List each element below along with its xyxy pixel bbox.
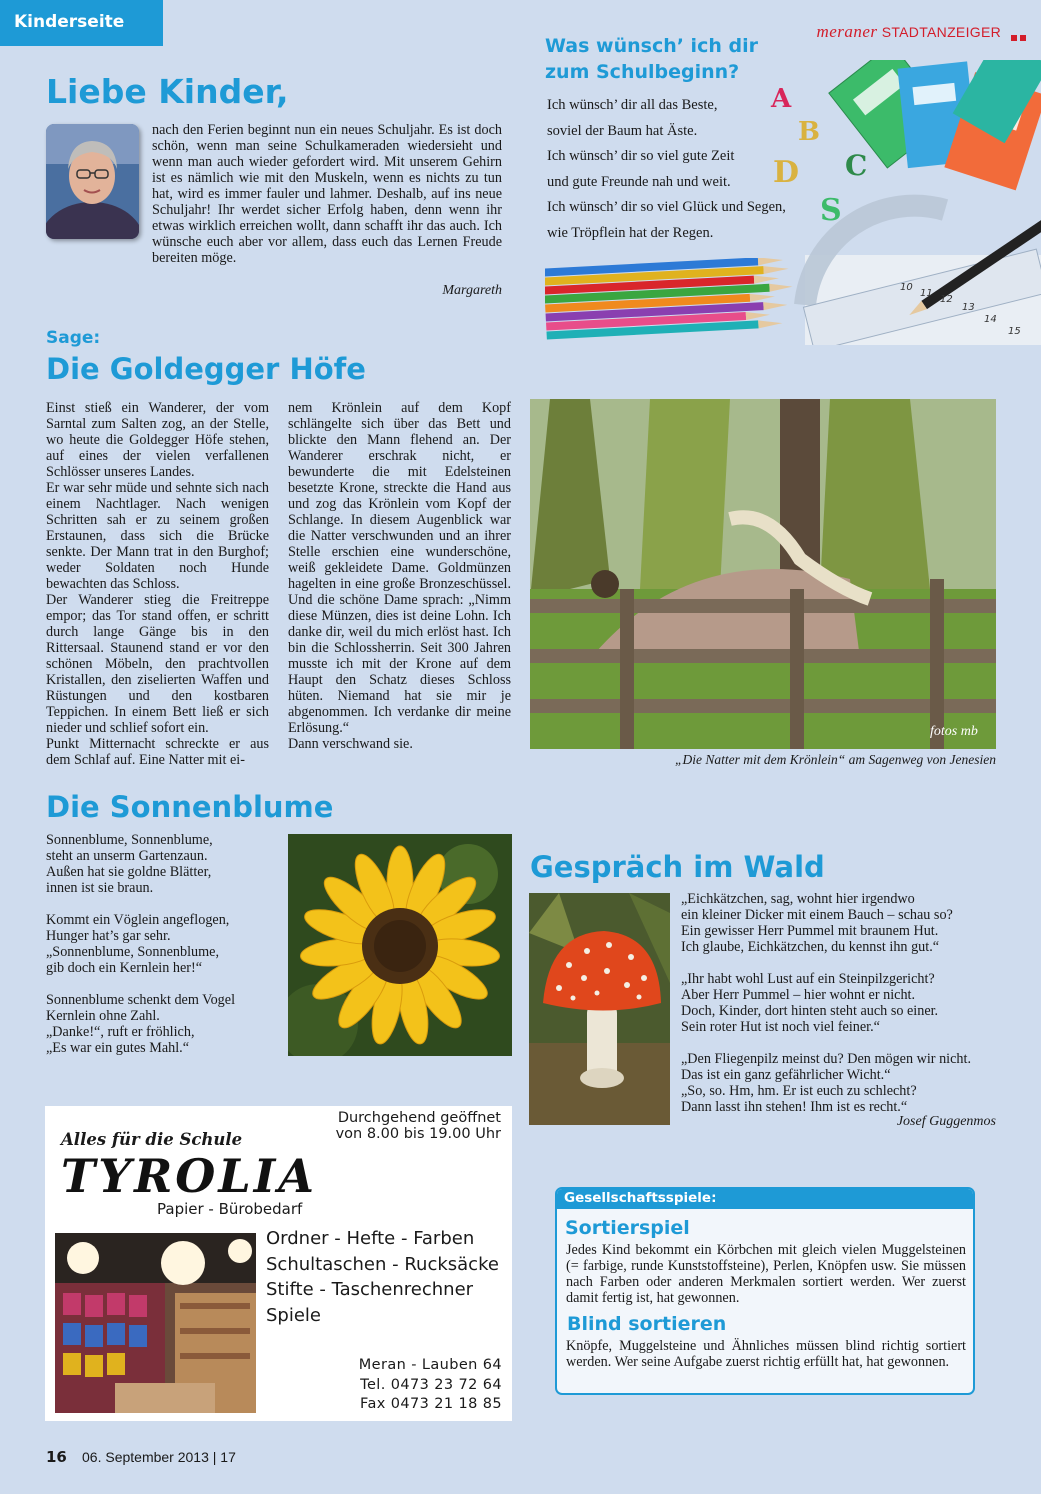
- poem-line: „Es war ein gutes Mahl.“: [46, 1040, 190, 1056]
- ad-product-line: Schultaschen - Rucksäcke: [266, 1253, 499, 1275]
- poem-line: „Den Fliegenpilz meinst du? Den mögen wir nicht.: [681, 1051, 971, 1067]
- art-letter-s: S: [820, 193, 842, 228]
- ad-product-line: Spiele: [266, 1304, 322, 1326]
- poem-line: Ein gewisser Herr Pummel mit braunem Hut.: [681, 923, 939, 939]
- poem-line: ein kleiner Dicker mit einem Bauch – schau so?: [681, 907, 953, 923]
- wish-line: und gute Freunde nah und weit.: [547, 173, 731, 190]
- wish-title-line2: zum Schulbeginn?: [545, 61, 740, 83]
- photo-caption: „Die Natter mit dem Krönlein“ am Sagenweg von Jenesien: [675, 752, 996, 767]
- sage-paragraph: Punkt Mitternacht schreckte er aus dem Schlaf auf. Eine Natter mit ei-: [46, 736, 269, 768]
- sage-label: Sage:: [46, 328, 101, 348]
- wish-line: Ich wünsch’ dir all das Beste,: [547, 97, 718, 113]
- ruler-number: 10: [900, 282, 913, 293]
- tyrolia-logo-text: TYROLIA: [61, 1150, 317, 1202]
- ruler-number: 13: [962, 302, 975, 313]
- art-letter-c: C: [845, 149, 868, 182]
- poem-line: Ich glaube, Eichkätzchen, du kennst ihn gut.“: [681, 939, 940, 955]
- sage-paragraph: nem Krönlein auf dem Kopf schlängelte sich über das Bett und blickte den Mann flehend an. Der Wanderer erschrak nicht, er bewunderte die mit Edelsteinen besetzte Krone, streckte die Hand aus und zog das Krönlein vom Kopf der Schlange. In diesem Augenblick war die Natter verschwunden und an ihrer Stelle erschien eine wunderschöne, weiß gekleidete Dame. Goldmünzen hagelten in eine große Bronzeschüssel. Und die schöne Dame sprach: „Nimm diese Münzen, dies ist deine Lohn. Ich danke dir, weil du mich erlöst hast. Ich bin die Schlossherrin. Seit 300 Jahren musste ich mit der Krone auf dem Haupt den Schatz dieses Schloss hüten. Niemand hat sie mir je abgenommen. Ich verdanke dir meine Erlösung.“: [288, 400, 511, 736]
- sage-title: Die Goldegger Höfe: [46, 352, 366, 386]
- ad-fax: Fax 0473 21 18 85: [360, 1396, 502, 1412]
- game-text-blind-sortieren: Knöpfe, Muggelsteine und Ähnliches müssen blind richtig sortiert werden. Wer seine Aufgabe zuerst richtig erfüllt hat, hat gewonnen.: [566, 1338, 966, 1370]
- colored-pencils-image: [545, 258, 795, 342]
- sage-column-2: [288, 400, 511, 752]
- art-letter-b: B: [798, 117, 820, 147]
- ad-subtitle: Papier - Bürobedarf: [157, 1200, 303, 1218]
- ad-address: Meran - Lauben 64: [358, 1357, 502, 1373]
- masthead-meraner: meraner: [816, 22, 878, 41]
- ruler-number: 15: [1008, 326, 1021, 337]
- poem-line: gib doch ein Kernlein her!“: [46, 960, 203, 976]
- sage-paragraph: Dann verschwand sie.: [288, 736, 413, 752]
- poem-line: steht an unserm Gartenzaun.: [46, 848, 208, 864]
- wald-signature: Josef Guggenmos: [896, 1114, 996, 1129]
- fly-agaric-photo: [529, 893, 670, 1125]
- game-title-blind-sortieren: Blind sortieren: [567, 1313, 727, 1335]
- sage-paragraph: Einst stieß ein Wanderer, der vom Sarntal zum Salten zog, an der Stelle, wo heute die Goldegger Höfe stehen, auf eines der vielen verfallenen Schlösser unseres Landes.: [46, 400, 269, 480]
- wish-line: soviel der Baum hat Äste.: [547, 122, 698, 139]
- wald-poem: [681, 891, 1001, 1115]
- game-title-sortierspiel: Sortierspiel: [565, 1217, 690, 1239]
- masthead-stadtanzeiger: STADTANZEIGER: [881, 24, 1001, 40]
- games-box-header: Gesellschaftsspiele:: [557, 1189, 973, 1209]
- ruler-number: 12: [940, 294, 953, 305]
- ad-hours-line: Durchgehend geöffnet: [337, 1110, 501, 1126]
- sage-column-1: [46, 400, 269, 768]
- ruler-number: 14: [984, 314, 997, 325]
- ad-slogan: Alles für die Schule: [61, 1130, 243, 1149]
- poem-line: Aber Herr Pummel – hier wohnt er nicht.: [681, 987, 916, 1003]
- poem-line: Sonnenblume, Sonnenblume,: [46, 832, 213, 848]
- poem-line: Dann lasst ihn stehen! Ihm ist es recht.“: [681, 1099, 908, 1115]
- author-portrait: [46, 124, 139, 239]
- poem-line: „Eichkätzchen, sag, wohnt hier irgendwo: [681, 891, 915, 907]
- ad-product-line: Ordner - Hefte - Farben: [266, 1228, 475, 1249]
- wish-line: Ich wünsch’ dir so viel Glück und Segen,: [547, 199, 786, 216]
- ruler-number: 11: [920, 288, 933, 299]
- sunflower-title: Die Sonnenblume: [46, 790, 334, 824]
- masthead: [816, 22, 1001, 42]
- section-tab: Kinderseite: [0, 0, 163, 46]
- poem-line: innen ist sie braun.: [46, 880, 154, 896]
- wish-title: [545, 33, 758, 85]
- poem-line: Sonnenblume schenkt dem Vogel: [46, 992, 236, 1008]
- sunflower-photo: [288, 834, 512, 1056]
- school-supplies-image: [765, 60, 1041, 345]
- issue-date: 06. September 2013 | 17: [82, 1449, 236, 1465]
- greeting-text: nach den Ferien beginnt nun ein neues Schuljahr. Es ist doch schön, wenn man seine Schulkameraden wiedersieht und wenn man auch wieder gefordert wird. Mit unserem Gehirn ist es nämlich wie mit den Muskeln, wenn es nichts zu tun hat, wird es immer fauler und lahmer. Deshalb, auf ins neue Schuljahr! Ihr werdet sicher Erfolg haben, denn wenn ihr etwas wirklich erreichen wollt, dann schafft ihr das auch. Ich wünsche euch aber vor allem, dass euch das Lernen Freude bereiten möge.: [152, 122, 502, 266]
- ad-hours-line: von 8.00 bis 19.00 Uhr: [335, 1126, 501, 1142]
- poem-line: Außen hat sie goldne Blätter,: [46, 864, 212, 880]
- art-letter-a: A: [771, 84, 792, 114]
- games-box: [555, 1187, 975, 1395]
- greeting-title: Liebe Kinder,: [46, 72, 289, 111]
- ad-product-list: [266, 1226, 499, 1328]
- wish-line: wie Tröpflein hat der Regen.: [547, 224, 714, 241]
- sage-paragraph: Der Wanderer stieg die Freitreppe empor; das Tor stand offen, er schritt durch lange Gänge bis in den Rittersaal. Staunend stand er vor den schönen Möbeln, den prachtvollen Kristallen, den ziselierten Waffen und Rüstungen und den kostbaren Teppichen. In einem Bett ließ er sich nieder und schlief sofort ein.: [46, 592, 269, 736]
- photo-credit: fotos mb: [930, 724, 978, 739]
- art-letter-d: D: [773, 155, 800, 190]
- poem-line: Das ist ein ganz gefährlicher Wicht.“: [681, 1067, 891, 1083]
- poem-line: „So, so. Hm, hm. Er ist euch zu schlecht?: [681, 1083, 917, 1099]
- greeting-signature: Margareth: [442, 283, 502, 298]
- ad-phone: Tel. 0473 23 72 64: [360, 1376, 502, 1393]
- sage-paragraph: Er war sehr müde und sehnte sich nach einem Nachtlager. Nach wenigen Schritten sah er zu seinem großen Erstaunen, dass sich die Brücke senkte. Der Mann trat in den Burghof; weder Soldaten noch Hunde bewachten das Schloss.: [46, 480, 269, 592]
- poem-line: Sein roter Hut ist noch viel feiner.“: [681, 1019, 880, 1035]
- tyrolia-logo: [59, 1150, 365, 1202]
- poem-line: „Danke!“, ruft er fröhlich,: [46, 1024, 195, 1040]
- masthead-dots: [1011, 28, 1031, 36]
- poem-line: Kommt ein Vöglein angeflogen,: [46, 912, 230, 928]
- store-interior-photo: [55, 1233, 256, 1413]
- wald-title: Gespräch im Wald: [530, 850, 825, 884]
- ad-contact: [345, 1356, 502, 1415]
- wish-line: Ich wünsch’ dir so viel gute Zeit: [547, 148, 735, 165]
- sunflower-poem: [46, 832, 286, 1056]
- tyrolia-advertisement: [45, 1106, 512, 1421]
- game-text-sortierspiel: Jedes Kind bekommt ein Körbchen mit gleich vielen Muggelsteinen (= farbige, runde Kunststoffsteine), Perlen, Knöpfen usw. Sie müssen nach Farben oder anderen Merkmalen sortiert werden. Wer zuerst damit fertig ist, hat gewonnen.: [566, 1242, 966, 1306]
- wish-title-line1: Was wünsch’ ich dir: [545, 35, 758, 57]
- page-number: 16: [46, 1448, 67, 1466]
- poem-line: Kernlein ohne Zahl.: [46, 1008, 160, 1024]
- poem-line: Hunger hat’s gar sehr.: [46, 928, 171, 944]
- poem-line: „Sonnenblume, Sonnenblume,: [46, 944, 219, 960]
- natter-fence-photo: [530, 399, 996, 749]
- poem-line: „Ihr habt wohl Lust auf ein Steinpilzgericht?: [681, 971, 935, 987]
- ad-opening-hours: [331, 1110, 501, 1142]
- ad-product-line: Stifte - Taschenrechner: [266, 1279, 474, 1300]
- poem-line: Doch, Kinder, dort hinten steht auch so einer.: [681, 1003, 939, 1019]
